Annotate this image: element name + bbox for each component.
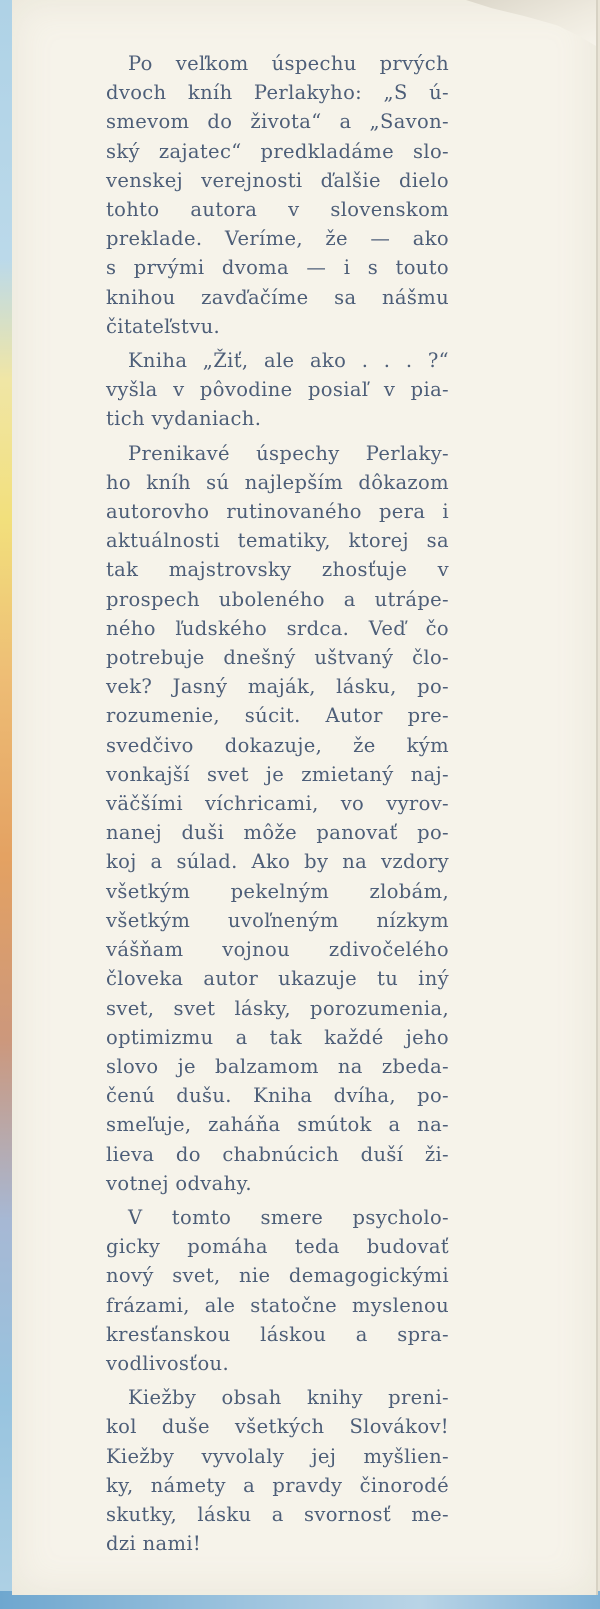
text-line: nový svet, nie demagogickými xyxy=(106,1264,449,1288)
text-line: Po veľkom úspechu prvých xyxy=(128,52,449,75)
torn-corner xyxy=(466,0,596,46)
text-line: kol duše všetkých Slovákov! xyxy=(106,1415,449,1439)
paragraph-5 xyxy=(106,1383,449,1558)
text-line: čitateľstvu. xyxy=(106,314,221,338)
text-line: votnej odvahy. xyxy=(106,1171,252,1195)
text-line: venskej verejnosti ďalšie dielo xyxy=(106,168,449,192)
text-line: všetkým uvoľneným nízkym xyxy=(106,908,449,932)
text-line: Kiežby obsah knihy preni- xyxy=(128,1386,449,1410)
text-line: Kniha „Žiť, ale ako . . . ?“ xyxy=(128,349,449,373)
text-line: gicky pomáha teda budovať xyxy=(106,1235,449,1259)
text-line: kresťanskou láskou a spra- xyxy=(106,1322,449,1346)
text-line: tak majstrovsky zhosťuje v xyxy=(106,558,449,582)
paragraph-2 xyxy=(106,346,449,434)
text-line: knihou zavďačíme sa nášmu xyxy=(106,285,449,309)
paragraph-1 xyxy=(106,49,449,341)
text-line: prospech uboleného a utrápe- xyxy=(106,587,449,611)
text-line: vek? Jasný maják, lásku, po- xyxy=(106,675,449,699)
text-line: optimizmu a tak každé jeho xyxy=(106,1025,449,1049)
text-line: aktuálnosti tematiky, ktorej sa xyxy=(106,529,449,553)
text-line: V tomto smere psycholo- xyxy=(128,1205,449,1229)
text-line: tich vydaniach. xyxy=(106,407,262,431)
text-line: autorovho rutinovaného pera i xyxy=(106,500,449,524)
text-line: slovo je balzamom na zbeda- xyxy=(106,1054,449,1078)
text-line: tohto autora v slovenskom xyxy=(106,198,449,222)
text-line: ský zajatec“ predkladáme slo- xyxy=(106,139,449,163)
text-line: rozumenie, súcit. Autor pre- xyxy=(106,704,449,728)
paragraph-3 xyxy=(106,439,449,1198)
text-line: človeka autor ukazuje tu iný xyxy=(106,967,449,991)
text-line: koj a súlad. Ako by na vzdory xyxy=(106,850,449,874)
text-line: smevom do života“ a „Savon- xyxy=(106,110,449,134)
text-line: s prvými dvoma — i s touto xyxy=(106,256,449,280)
text-line: lieva do chabnúcich duší ži- xyxy=(106,1142,449,1166)
text-line: preklade. Veríme, že — ako xyxy=(106,227,449,251)
text-line: vonkajší svet je zmietaný naj- xyxy=(106,762,449,786)
text-line: svedčivo dokazuje, že kým xyxy=(106,733,449,757)
text-line: Kiežby vyvolaly jej myšlien- xyxy=(106,1444,449,1468)
text-line: ho kníh sú najlepším dôkazom xyxy=(106,470,449,494)
flap-text xyxy=(106,49,449,1563)
text-line: väčšími víchricami, vo vyrov- xyxy=(106,792,449,816)
text-line: frázami, ale statočne myslenou xyxy=(106,1293,449,1317)
text-line: smeľuje, zaháňa smútok a na- xyxy=(106,1113,449,1137)
text-line: skutky, lásku a svornosť me- xyxy=(106,1502,449,1526)
text-line: Prenikavé úspechy Perlaky- xyxy=(128,441,449,465)
text-line: vodlivosťou. xyxy=(106,1351,230,1375)
text-line: dvoch kníh Perlakyho: „S ú- xyxy=(106,81,449,105)
text-line: vášňam vojnou zdivočelého xyxy=(106,938,449,962)
text-line: všetkým pekelným zlobám, xyxy=(106,879,449,903)
text-line: ného ľudského srdca. Veď čo xyxy=(106,616,449,640)
text-line: svet, svet lásky, porozumenia, xyxy=(106,996,449,1020)
text-line: ky, námety a pravdy činorodé xyxy=(106,1473,449,1497)
paragraph-4 xyxy=(106,1203,449,1378)
text-line: nanej duši môže panovať po- xyxy=(106,821,449,845)
text-line: dzi nami! xyxy=(106,1532,202,1556)
text-line: vyšla v pôvodine posiaľ v pia- xyxy=(106,378,449,402)
text-line: čenú dušu. Kniha dvíha, po- xyxy=(106,1084,449,1108)
text-line: potrebuje dnešný uštvaný člo- xyxy=(106,646,449,670)
